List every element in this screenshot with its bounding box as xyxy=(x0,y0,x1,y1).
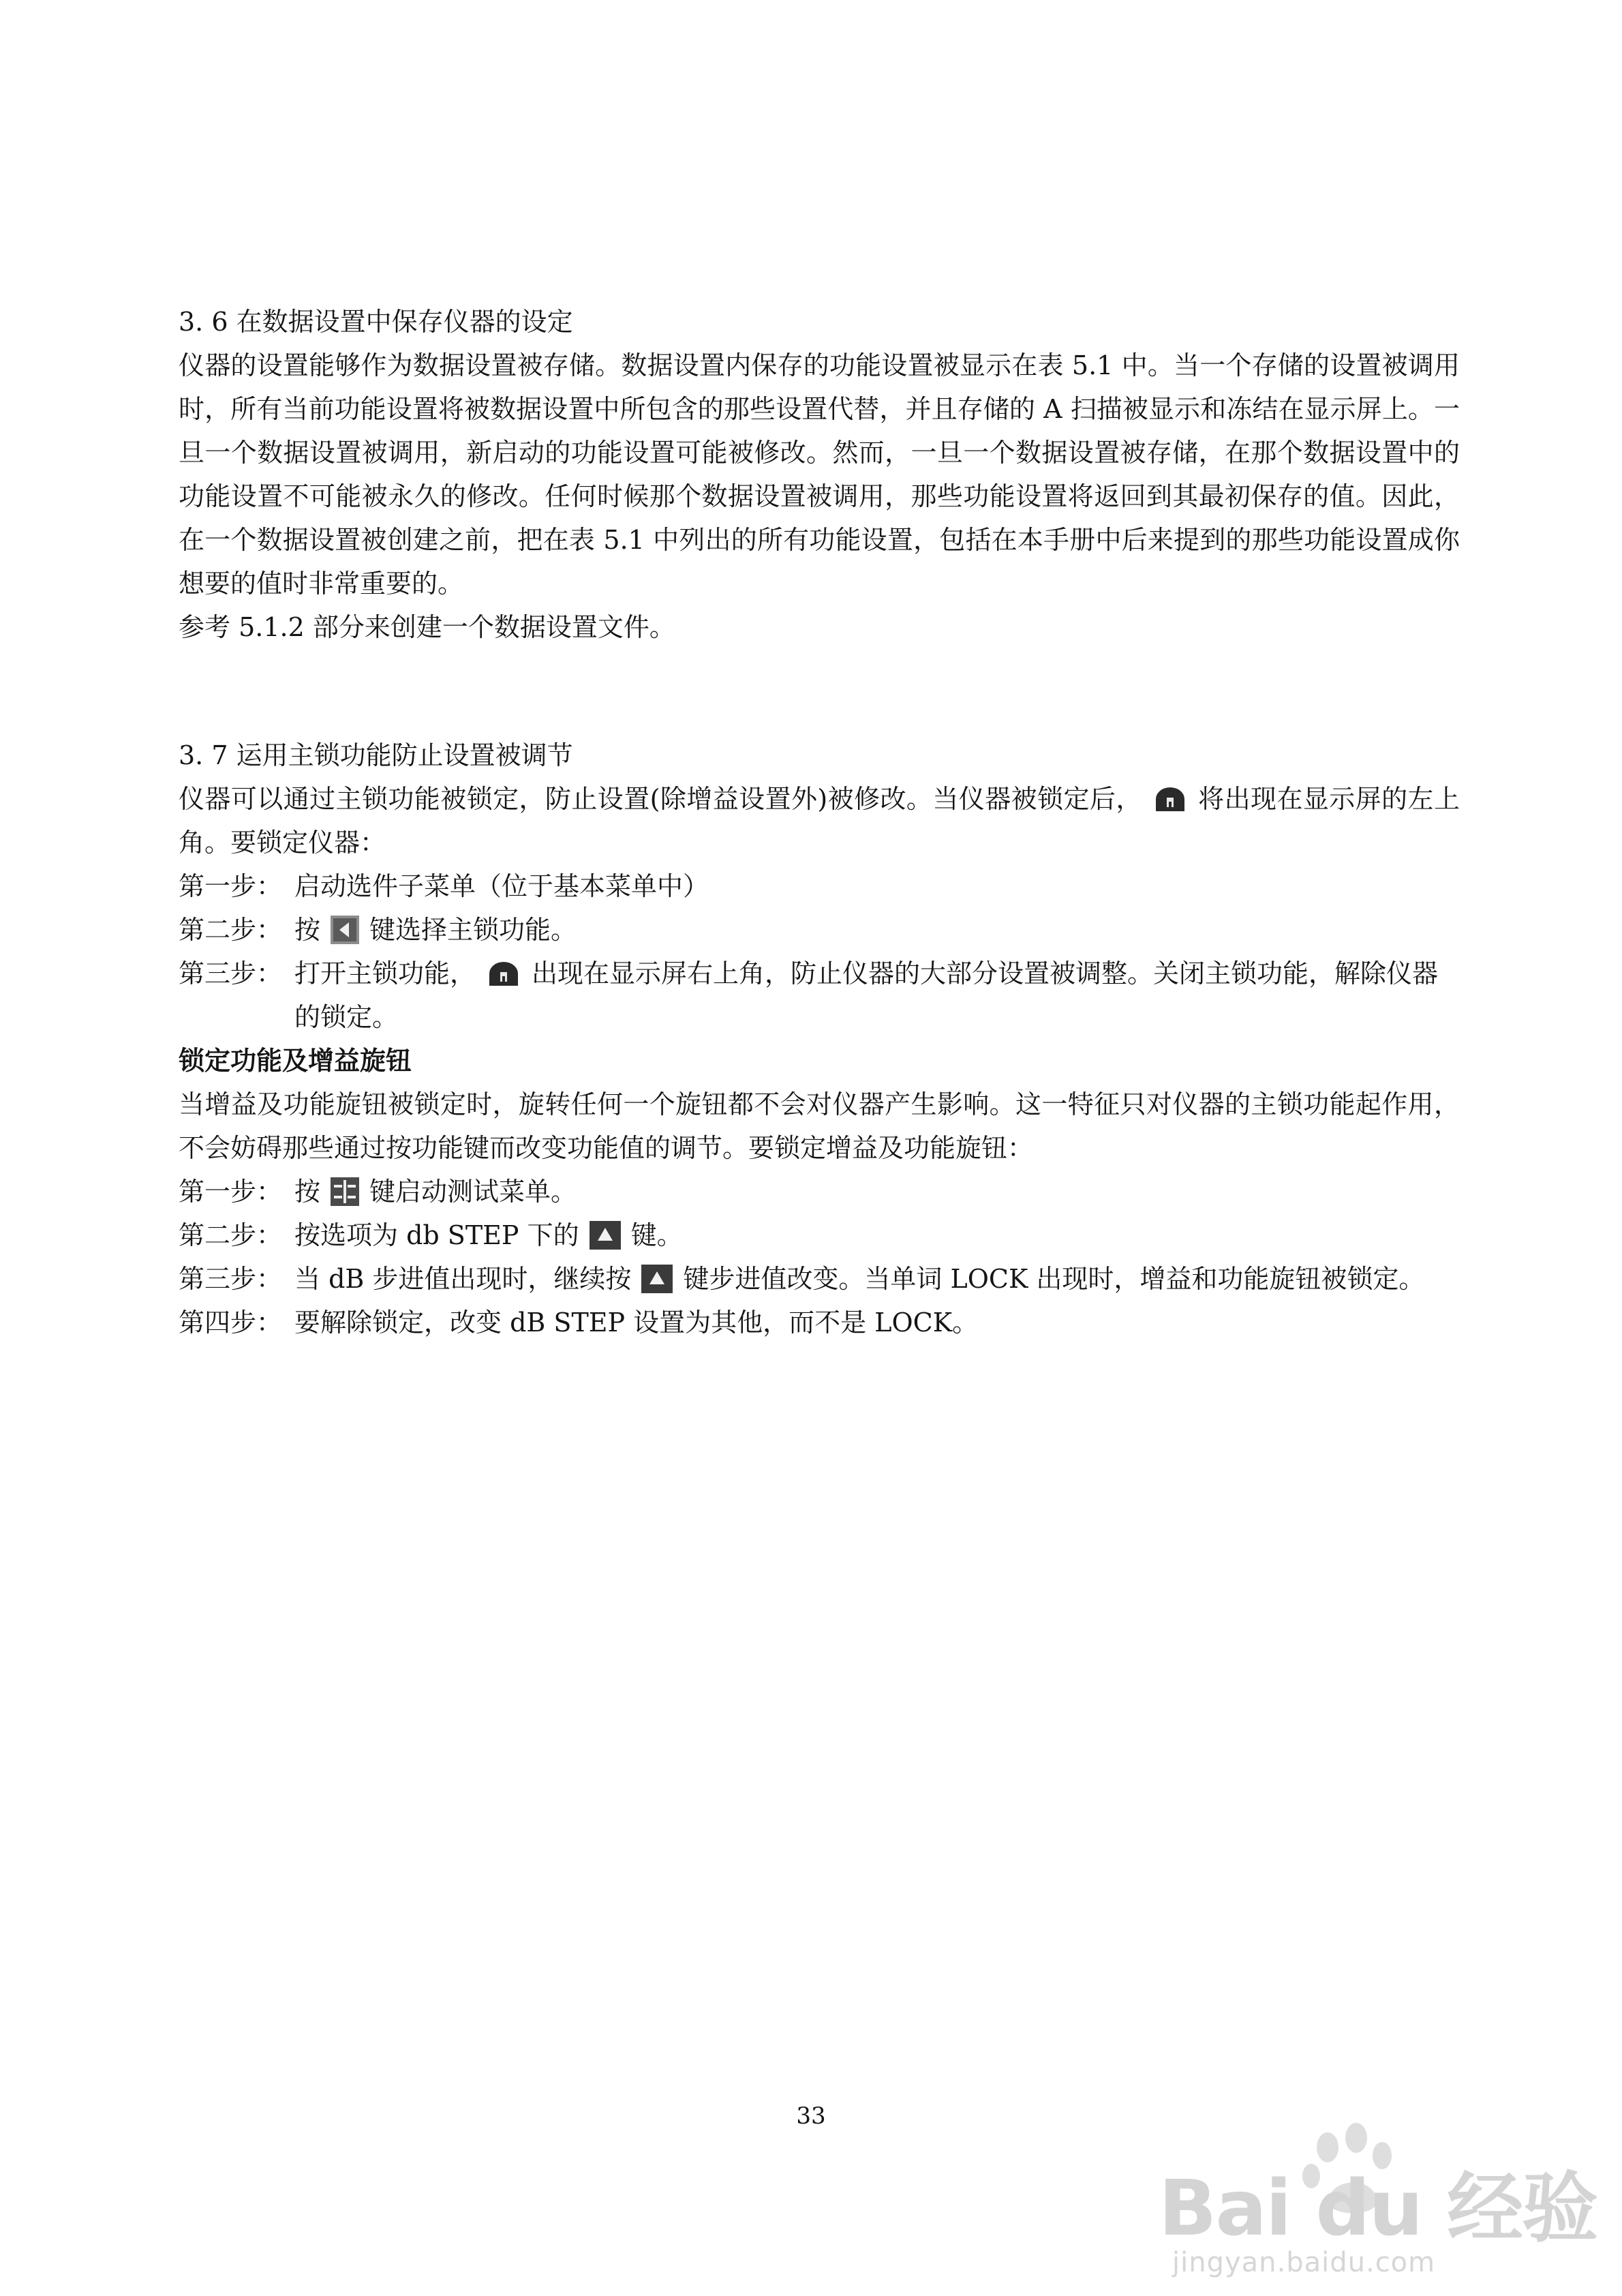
section-gap xyxy=(179,649,1460,734)
step-label: 第一步： xyxy=(179,1177,283,1207)
step-text-a: 打开主锁功能， xyxy=(294,958,476,988)
intro-text-a: 仪器可以通过主锁功能被锁定，防止设置(除增益设置外)被修改。当仪器被锁定后， xyxy=(179,784,1142,814)
left-key-icon xyxy=(330,915,360,945)
plus-minus-key-icon xyxy=(330,1177,360,1207)
step-label: 第二步： xyxy=(179,915,283,945)
knob-step-4 xyxy=(179,1301,1460,1344)
step-text-b: 键选择主锁功能。 xyxy=(369,915,577,945)
watermark-url: jingyan.baidu.com xyxy=(1172,2247,1436,2278)
baidu-jingyan-watermark xyxy=(1159,2120,1595,2291)
step-text-a: 按选项为 db STEP 下的 xyxy=(294,1220,579,1250)
section-3-7-title: 3. 7 运用主锁功能防止设置被调节 xyxy=(179,740,573,770)
lock-step-2 xyxy=(179,908,1460,952)
step-label: 第三步： xyxy=(179,958,283,988)
page-number: 33 xyxy=(796,2102,826,2130)
step-text-b: 键启动测试菜单。 xyxy=(369,1177,577,1207)
step-text-a: 当 dB 步进值出现时，继续按 xyxy=(294,1264,632,1294)
up-key-icon xyxy=(589,1220,622,1250)
step-label: 第四步： xyxy=(179,1308,283,1338)
step-text-b: 键步进值改变。当单词 LOCK 出现时，增益和功能旋钮被锁定。 xyxy=(683,1264,1425,1294)
section-3-6-reference: 参考 5.1.2 部分来创建一个数据设置文件。 xyxy=(179,612,675,642)
knob-lock-title: 锁定功能及增益旋钮 xyxy=(179,1045,412,1076)
knob-step-3 xyxy=(179,1257,1460,1301)
step-label: 第一步： xyxy=(179,871,283,901)
step-label: 第三步： xyxy=(179,1264,283,1294)
step-label: 第二步： xyxy=(179,1220,283,1250)
step-text: 要解除锁定，改变 dB STEP 设置为其他，而不是 LOCK。 xyxy=(294,1308,979,1338)
up-key-icon xyxy=(641,1264,673,1294)
step-text-b: 键。 xyxy=(630,1220,683,1250)
lock-step-3 xyxy=(179,952,1460,1039)
intro-text-b: 将出现在显示屏的左上角。要锁定仪器： xyxy=(179,784,1460,858)
step-text-a: 按 xyxy=(294,915,321,945)
knob-step-2 xyxy=(179,1213,1460,1257)
section-3-6-title: 3. 6 在数据设置中保存仪器的设定 xyxy=(179,307,573,337)
page-content xyxy=(179,300,1460,1344)
lock-icon xyxy=(485,960,522,987)
step-text-b: 出现在显示屏右上角，防止仪器的大部分设置被调整。关闭主锁功能，解除仪器的锁定。 xyxy=(294,958,1439,1032)
section-3-6-body: 仪器的设置能够作为数据设置被存储。数据设置内保存的功能设置被显示在表 5.1 中。当一个存储的设置被调用时，所有当前功能设置将被数据设置中所包含的那些设置代替，并且存储的 A 扫描被显示和冻结在显示屏上。一旦一个数据设置被调用，新启动的功能设置可能被修改。然而，一旦一个数据设置被存储，在那个数据设置中的功能设置不可能被永久的修改。任何时候那个数据设置被调用，那些功能设置将返回到其最初保存的值。因此，在一个数据设置被创建之前，把在表 5.1 中列出的所有功能设置，包括在本手册中后来提到的那些功能设置成你想要的值时非常重要的。 xyxy=(179,350,1460,599)
lock-icon xyxy=(1152,785,1189,813)
section-3-7-intro xyxy=(179,777,1460,864)
step-text-a: 按 xyxy=(294,1177,321,1207)
step-text: 启动选件子菜单（位于基本菜单中） xyxy=(294,871,709,901)
knob-lock-body: 当增益及功能旋钮被锁定时，旋转任何一个旋钮都不会对仪器产生影响。这一特征只对仪器的主锁功能起作用，不会妨碍那些通过按功能键而改变功能值的调节。要锁定增益及功能旋钮： xyxy=(179,1089,1460,1163)
knob-step-1 xyxy=(179,1170,1460,1213)
watermark-logo-text: Bai du 经验 xyxy=(1159,2164,1597,2253)
lock-step-1 xyxy=(179,864,1460,908)
